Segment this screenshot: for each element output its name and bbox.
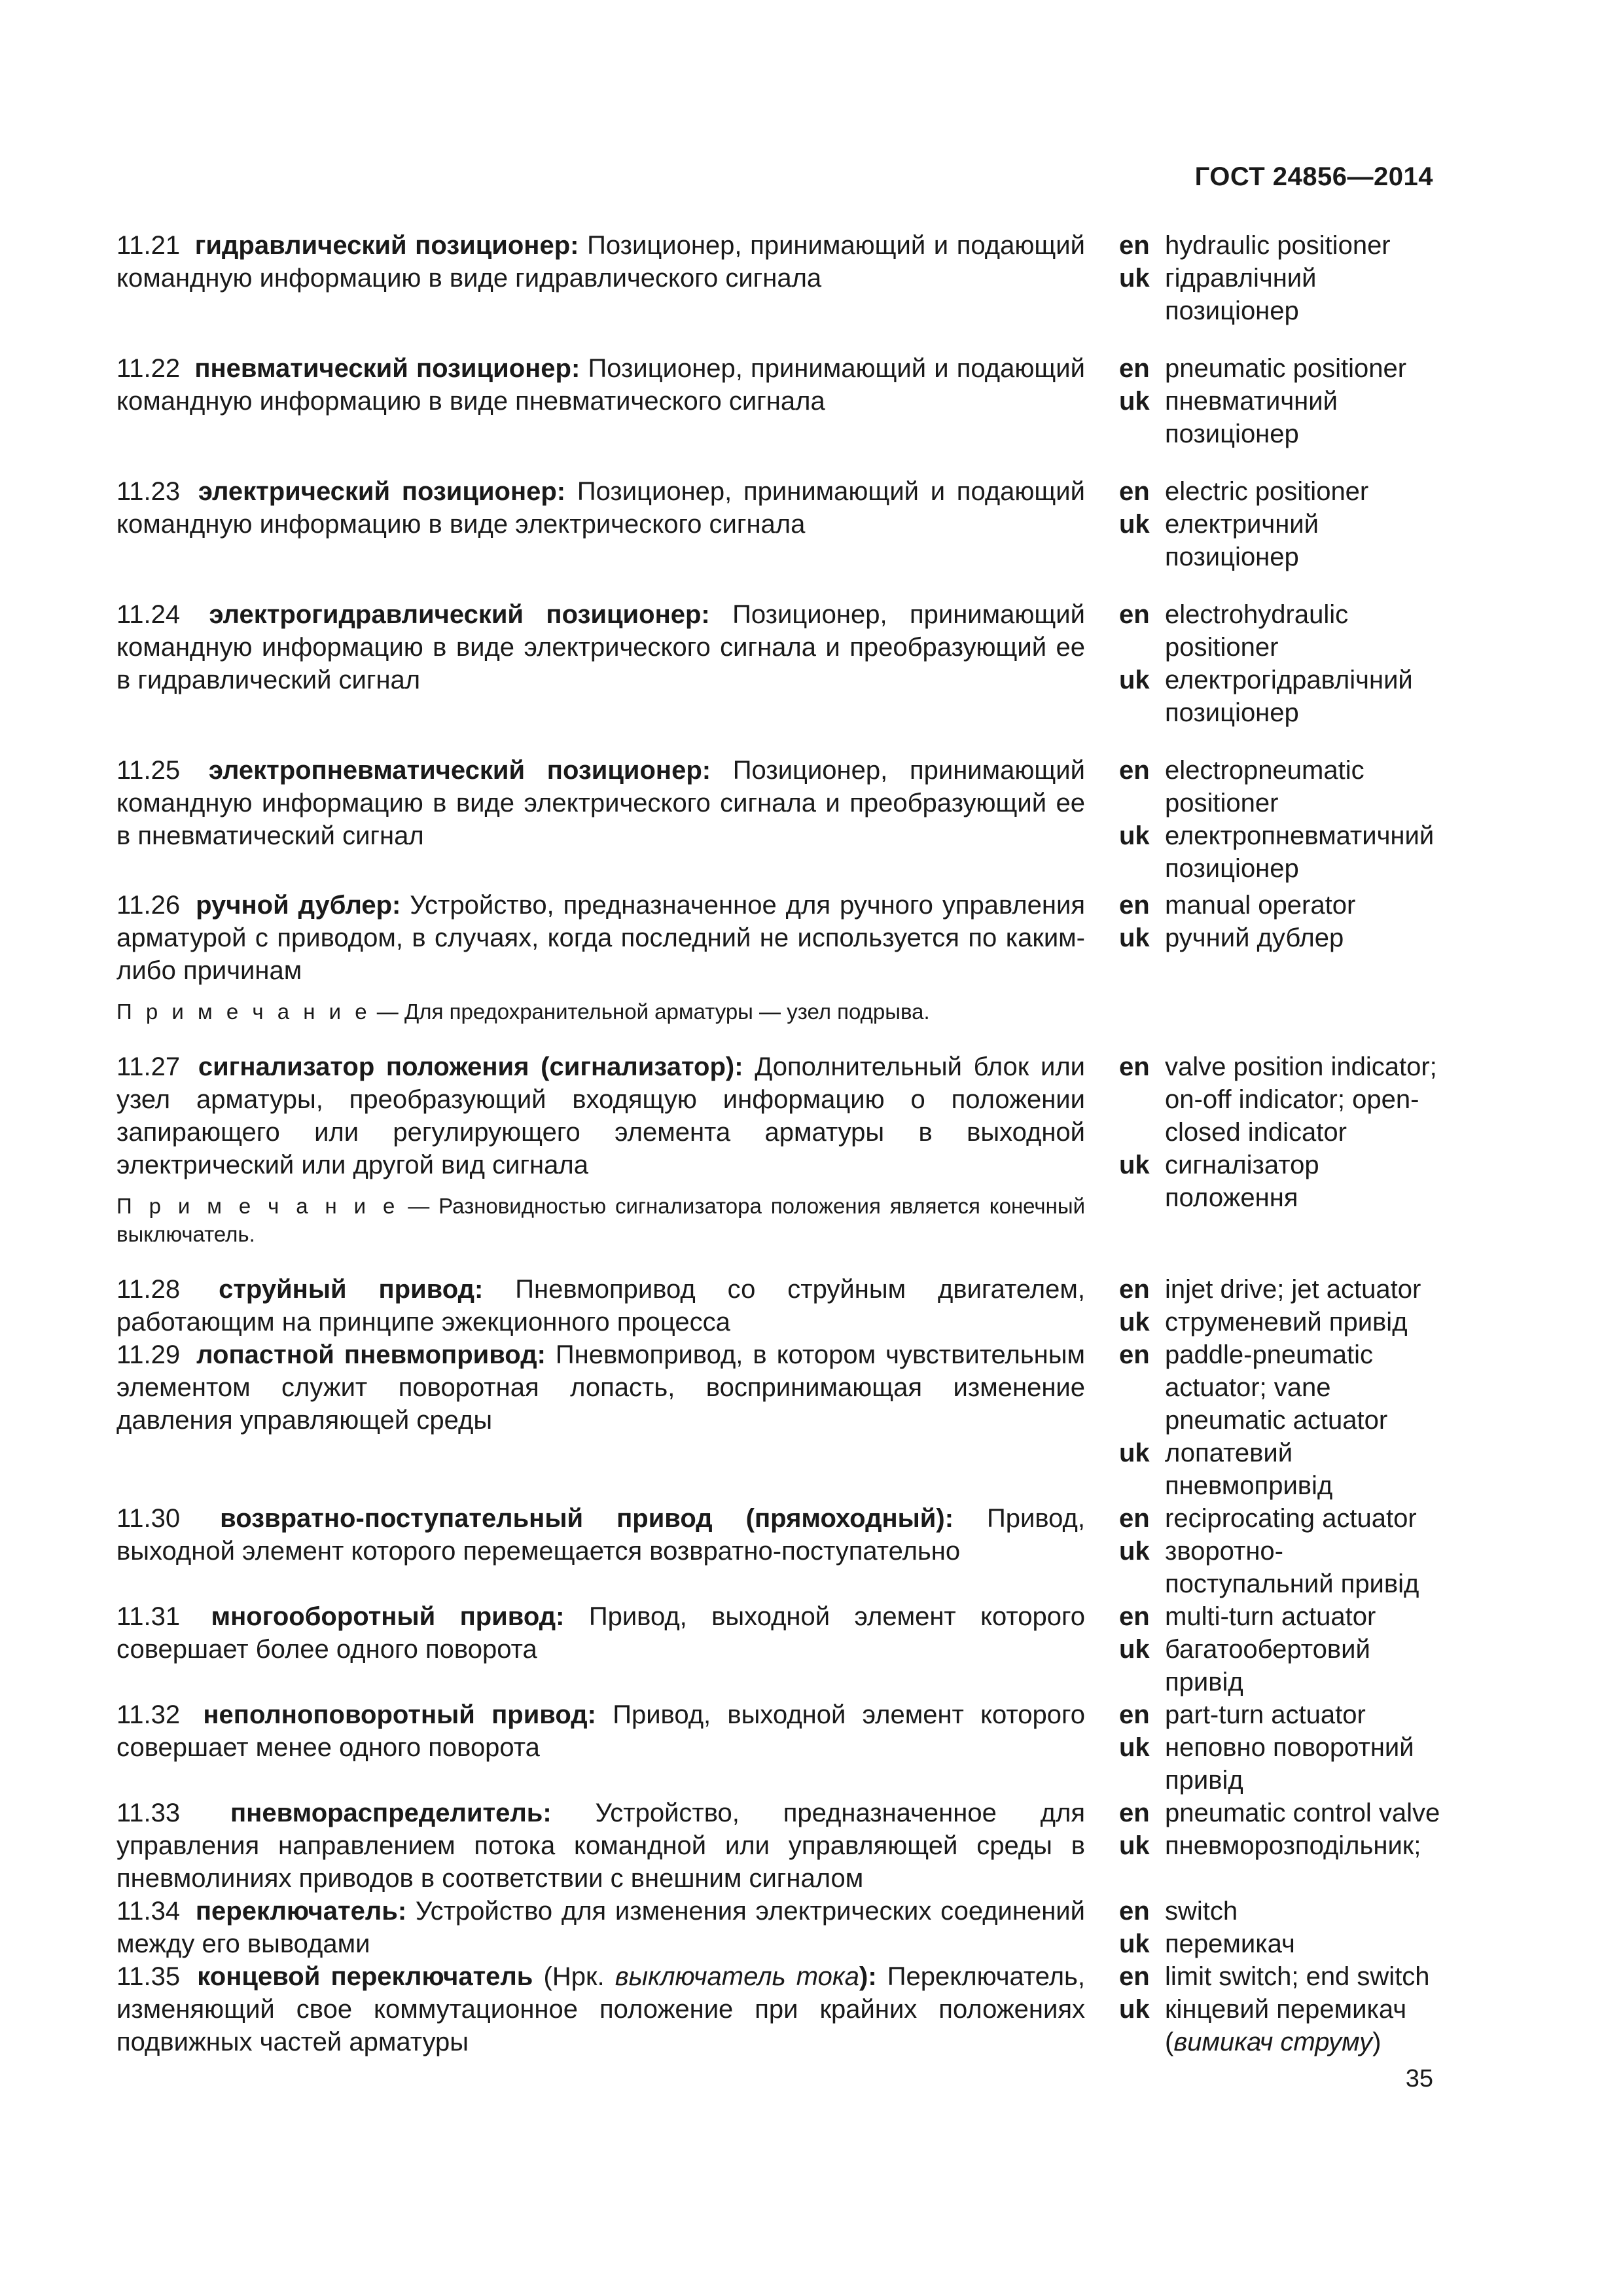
term-entry	[116, 1600, 1445, 1698]
lang-uk-label: uk	[1119, 821, 1150, 850]
entry-translations	[1119, 598, 1445, 729]
note-label: П р и м е ч а н и е	[116, 1194, 399, 1218]
entry-text: Дополнительный блок или узел арматуры, преобразующий входящую информацию о положении запирающего или регулирующего элемента арматуры в выходной электрический или другой вид сигнала	[116, 1052, 1085, 1179]
entry-number: 11.22	[116, 354, 181, 383]
translation-en: hydraulic positioner	[1165, 231, 1391, 260]
translation-en: switch	[1165, 1897, 1238, 1926]
entry-number: 11.27	[116, 1052, 181, 1081]
lang-uk-label: uk	[1119, 387, 1150, 416]
lang-uk-label: uk	[1119, 1537, 1150, 1566]
translation-uk: електропневматичний позиціонер	[1165, 821, 1435, 883]
term-entry	[116, 229, 1445, 327]
entry-deprecated-suffix: ):	[859, 1962, 877, 1991]
translation-uk-main: кінцевий перемикач	[1165, 1995, 1407, 2024]
entry-text: Позиционер, принимающий и подающий командную информацию в виде электрического сигнала	[116, 477, 1085, 539]
terms-list	[116, 229, 1445, 2058]
entry-number: 11.28	[116, 1275, 181, 1304]
term-entry	[116, 1797, 1445, 1895]
translation-uk: електрогідравлічний позиціонер	[1165, 666, 1413, 727]
lang-uk-label: uk	[1119, 924, 1150, 952]
term-entry	[116, 1698, 1445, 1797]
translation-uk: кінцевий перемикач (вимикач струму)	[1165, 1995, 1407, 2056]
entry-definition	[116, 1273, 1085, 1338]
entry-number: 11.23	[116, 477, 181, 506]
entry-text: Переключатель, изменяющий свое коммутационное положение при крайних положениях подвижных частей арматуры	[116, 1962, 1085, 2056]
term-entry	[116, 1338, 1445, 1502]
translation-en: reciprocating actuator	[1165, 1504, 1417, 1533]
translation-uk-alt: вимикач струму	[1173, 2028, 1373, 2056]
lang-en-label: en	[1119, 1799, 1150, 1827]
entry-term: концевой переключатель	[197, 1962, 533, 1991]
entry-translations	[1119, 1600, 1445, 1698]
translation-en: pneumatic control valve	[1165, 1799, 1440, 1827]
lang-en-label: en	[1119, 231, 1150, 260]
page-number: 35	[1405, 2065, 1433, 2092]
lang-en-label: en	[1119, 1962, 1150, 1991]
entry-term: электрический позиционер:	[198, 477, 566, 506]
translation-en: electric positioner	[1165, 477, 1369, 506]
entry-number: 11.34	[116, 1897, 181, 1926]
entry-translations	[1119, 475, 1445, 573]
entry-term: электропневматический позиционер:	[208, 756, 711, 785]
note-text: — Разновидностью сигнализатора положения является конечный выключатель.	[116, 1194, 1085, 1246]
term-entry	[116, 475, 1445, 573]
entry-definition	[116, 1502, 1085, 1600]
entry-definition	[116, 1895, 1085, 1960]
term-entry	[116, 598, 1445, 729]
lang-en-label: en	[1119, 477, 1150, 506]
entry-text: Позиционер, принимающий и подающий командную информацию в виде гидравлического сигнала	[116, 231, 1085, 293]
entry-number: 11.29	[116, 1340, 181, 1369]
translation-uk: гідравлічний позиціонер	[1165, 264, 1317, 325]
lang-en-label: en	[1119, 1052, 1150, 1081]
entry-term: лопастной пневмопривод:	[196, 1340, 546, 1369]
lang-en-label: en	[1119, 1340, 1150, 1369]
lang-en-label: en	[1119, 1504, 1150, 1533]
translation-uk: лопатевий пневмопривід	[1165, 1439, 1333, 1500]
translation-en: part-turn actuator	[1165, 1700, 1366, 1729]
translation-uk: зворотно-поступальний привід	[1165, 1537, 1419, 1598]
entry-definition	[116, 598, 1085, 729]
entry-translations	[1119, 1502, 1445, 1600]
entry-number: 11.33	[116, 1799, 181, 1827]
entry-number: 11.26	[116, 891, 181, 920]
entry-translations	[1119, 1960, 1445, 2058]
translation-en: electrohydraulic positioner	[1165, 600, 1349, 662]
lang-en-label: en	[1119, 1700, 1150, 1729]
entry-text: Устройство, предназначенное для ручного управления арматурой с приводом, в случаях, когда последний не используется по каким-либо причинам	[116, 891, 1085, 985]
entry-translations	[1119, 1698, 1445, 1797]
lang-uk-label: uk	[1119, 1308, 1150, 1336]
entry-text: Пневмопривод, в котором чувствительным элементом служит поворотная лопасть, воспринимающая изменение давления управляющей среды	[116, 1340, 1085, 1435]
translation-uk: перемикач	[1165, 1929, 1295, 1958]
term-entry	[116, 1895, 1445, 1960]
lang-uk-label: uk	[1119, 1733, 1150, 1762]
entry-definition	[116, 1338, 1085, 1502]
entry-number: 11.35	[116, 1962, 181, 1991]
lang-en-label: en	[1119, 1602, 1150, 1631]
translation-en: valve position indicator; on-off indicator; open-closed indicator	[1165, 1052, 1437, 1147]
entry-text: Пневмопривод со струйным двигателем, работающим на принципе эжекционного процесса	[116, 1275, 1085, 1336]
term-entry	[116, 1050, 1445, 1248]
translation-en: electropneumatic positioner	[1165, 756, 1364, 817]
entry-text: Устройство, предназначенное для управления направлением потока командной или управляющей среды в пневмолиниях приводов в соответствии с внешним сигналом	[116, 1799, 1085, 1893]
entry-text: Позиционер, принимающий командную информацию в виде электрического сигнала и преобразующий ее в гидравлический сигнал	[116, 600, 1085, 694]
entry-definition	[116, 1600, 1085, 1698]
term-entry	[116, 352, 1445, 450]
translation-uk: пневморозподільник;	[1165, 1831, 1421, 1860]
translation-en: injet drive; jet actuator	[1165, 1275, 1421, 1304]
term-entry	[116, 1273, 1445, 1338]
translation-en: paddle-pneumatic actuator; vane pneumatic actuator	[1165, 1340, 1388, 1435]
entry-translations	[1119, 889, 1445, 1026]
entry-text: Привод, выходной элемент которого перемещается возвратно-поступательно	[116, 1504, 1085, 1566]
translation-uk: ручний дублер	[1165, 924, 1344, 952]
entry-number: 11.21	[116, 231, 181, 260]
lang-en-label: en	[1119, 756, 1150, 785]
translation-en: pneumatic positioner	[1165, 354, 1407, 383]
lang-en-label: en	[1119, 354, 1150, 383]
entry-term: многооборотный привод:	[211, 1602, 565, 1631]
lang-uk-label: uk	[1119, 1151, 1150, 1179]
entry-translations	[1119, 1338, 1445, 1502]
lang-uk-label: uk	[1119, 1439, 1150, 1467]
entry-definition	[116, 889, 1085, 1026]
lang-uk-label: uk	[1119, 510, 1150, 539]
entry-term: ручной дублер:	[196, 891, 401, 920]
document-code: ГОСТ 24856—2014	[1194, 162, 1433, 191]
entry-term: неполноповоротный привод:	[203, 1700, 596, 1729]
entry-definition	[116, 475, 1085, 573]
entry-translations	[1119, 1797, 1445, 1895]
lang-en-label: en	[1119, 1897, 1150, 1926]
entry-definition	[116, 352, 1085, 450]
entry-definition	[116, 754, 1085, 885]
translation-uk: струменевий привід	[1165, 1308, 1408, 1336]
term-entry	[116, 1502, 1445, 1600]
entry-number: 11.30	[116, 1504, 181, 1533]
term-entry	[116, 889, 1445, 1026]
entry-text: Устройство для изменения электрических соединений между его выводами	[116, 1897, 1085, 1958]
entry-term: пневматический позиционер:	[194, 354, 580, 383]
entry-note	[116, 1192, 1085, 1248]
entry-translations	[1119, 352, 1445, 450]
entry-number: 11.31	[116, 1602, 181, 1631]
entry-term: пневмораспределитель:	[230, 1799, 552, 1827]
translation-en: manual operator	[1165, 891, 1356, 920]
translation-uk: багатообертовий привід	[1165, 1635, 1370, 1696]
translation-uk: пневматичний позиціонер	[1165, 387, 1338, 448]
entry-translations	[1119, 229, 1445, 327]
translation-uk: електричний позиціонер	[1165, 510, 1319, 571]
entry-term: возвратно-поступательный привод (прямоходный):	[220, 1504, 954, 1533]
entry-translations	[1119, 754, 1445, 885]
entry-translations	[1119, 1050, 1445, 1248]
entry-text: Позиционер, принимающий командную информацию в виде электрического сигнала и преобразующий ее в пневматический сигнал	[116, 756, 1085, 850]
entry-definition	[116, 1797, 1085, 1895]
lang-uk-label: uk	[1119, 1831, 1150, 1860]
translation-uk: сигналізатор положення	[1165, 1151, 1319, 1212]
translation-en: multi-turn actuator	[1165, 1602, 1376, 1631]
entry-definition	[116, 229, 1085, 327]
entry-number: 11.25	[116, 756, 181, 785]
term-entry	[116, 754, 1445, 885]
entry-text: Привод, выходной элемент которого совершает менее одного поворота	[116, 1700, 1085, 1762]
lang-uk-label: uk	[1119, 264, 1150, 293]
entry-number: 11.24	[116, 600, 181, 629]
translation-en: limit switch; end switch	[1165, 1962, 1430, 1991]
entry-term: струйный привод:	[219, 1275, 484, 1304]
term-entry	[116, 1960, 1445, 2058]
lang-en-label: en	[1119, 600, 1150, 629]
entry-text: Привод, выходной элемент которого совершает более одного поворота	[116, 1602, 1085, 1664]
entry-translations	[1119, 1273, 1445, 1338]
lang-en-label: en	[1119, 891, 1150, 920]
entry-translations	[1119, 1895, 1445, 1960]
entry-deprecated-prefix: (Нрк.	[533, 1962, 615, 1991]
entry-term: электрогидравлический позиционер:	[209, 600, 710, 629]
note-label: П р и м е ч а н и е	[116, 999, 371, 1024]
note-text: — Для предохранительной арматуры — узел подрыва.	[370, 999, 930, 1024]
entry-number: 11.32	[116, 1700, 181, 1729]
entry-text: Позиционер, принимающий и подающий командную информацию в виде пневматического сигнала	[116, 354, 1085, 416]
entry-definition	[116, 1698, 1085, 1797]
lang-uk-label: uk	[1119, 666, 1150, 694]
lang-uk-label: uk	[1119, 1635, 1150, 1664]
lang-uk-label: uk	[1119, 1929, 1150, 1958]
entry-term: переключатель:	[195, 1897, 407, 1926]
entry-deprecated-term: выключатель тока	[615, 1962, 860, 1991]
entry-note	[116, 997, 1085, 1026]
entry-definition	[116, 1960, 1085, 2058]
translation-uk: неповно поворотний привід	[1165, 1733, 1414, 1795]
lang-uk-label: uk	[1119, 1995, 1150, 2024]
entry-definition	[116, 1050, 1085, 1248]
entry-term: сигнализатор положения (сигнализатор):	[198, 1052, 743, 1081]
entry-term: гидравлический позиционер:	[194, 231, 579, 260]
lang-en-label: en	[1119, 1275, 1150, 1304]
